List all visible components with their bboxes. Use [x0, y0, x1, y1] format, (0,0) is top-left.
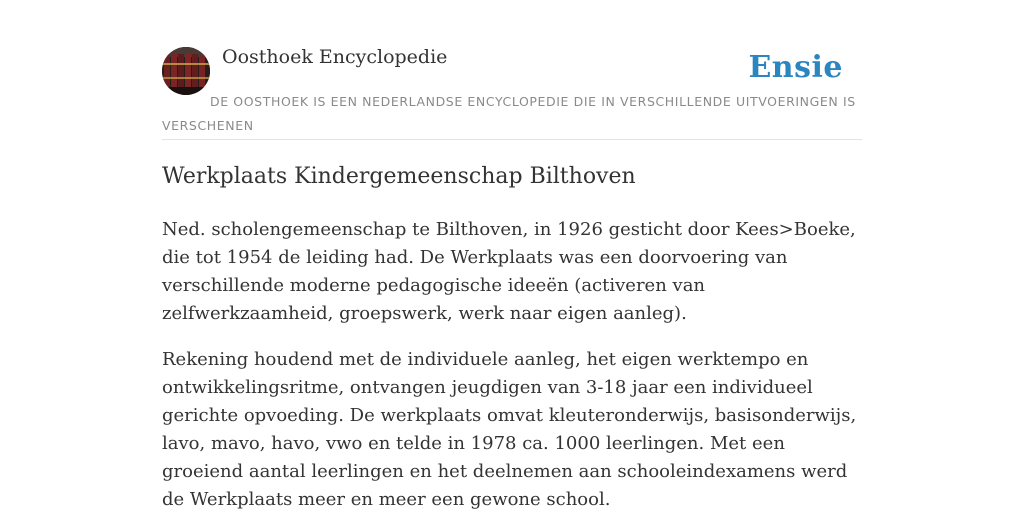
article-paragraph: Rekening houdend met de individuele aanleg, het eigen werktempo en ontwikkelingsritme, ontvangen jeugdigen van 3-18 jaar een individueel gerichte opvoeding. De werkplaats omvat kleuteronderwijs, basisonderwijs, lavo, mavo, havo, vwo en telde in 1978 ca. 1000 leerlingen. Met een groeiend aantal leerlingen en het deelnemen aan schooleindexamens werd de Werkplaats meer en meer een gewone school. [162, 349, 857, 510]
brand-logo[interactable]: Ensie [748, 50, 843, 85]
article-body [162, 216, 862, 532]
encyclopedia-books-icon [162, 47, 210, 95]
article-paragraph: Ned. scholengemeenschap te Bilthoven, in 1926 gesticht door Kees>Boeke, die tot 1954 de leiding had. De Werkplaats was een doorvoering van verschillende moderne pedagogische ideeën (activeren van zelfwerkzaamheid, groepswerk, werk naar eigen aanleg). [162, 219, 856, 324]
source-avatar[interactable] [162, 47, 210, 95]
page [162, 0, 862, 510]
source-tagline: DE OOSTHOEK IS EEN NEDERLANDSE ENCYCLOPEDIE DIE IN VERSCHILLENDE UITVOERINGEN IS VERSCHENEN [162, 94, 856, 133]
source-header [162, 0, 862, 140]
source-name[interactable]: Oosthoek Encyclopedie [222, 46, 448, 68]
article-title: Werkplaats Kindergemeenschap Bilthoven [162, 164, 636, 189]
